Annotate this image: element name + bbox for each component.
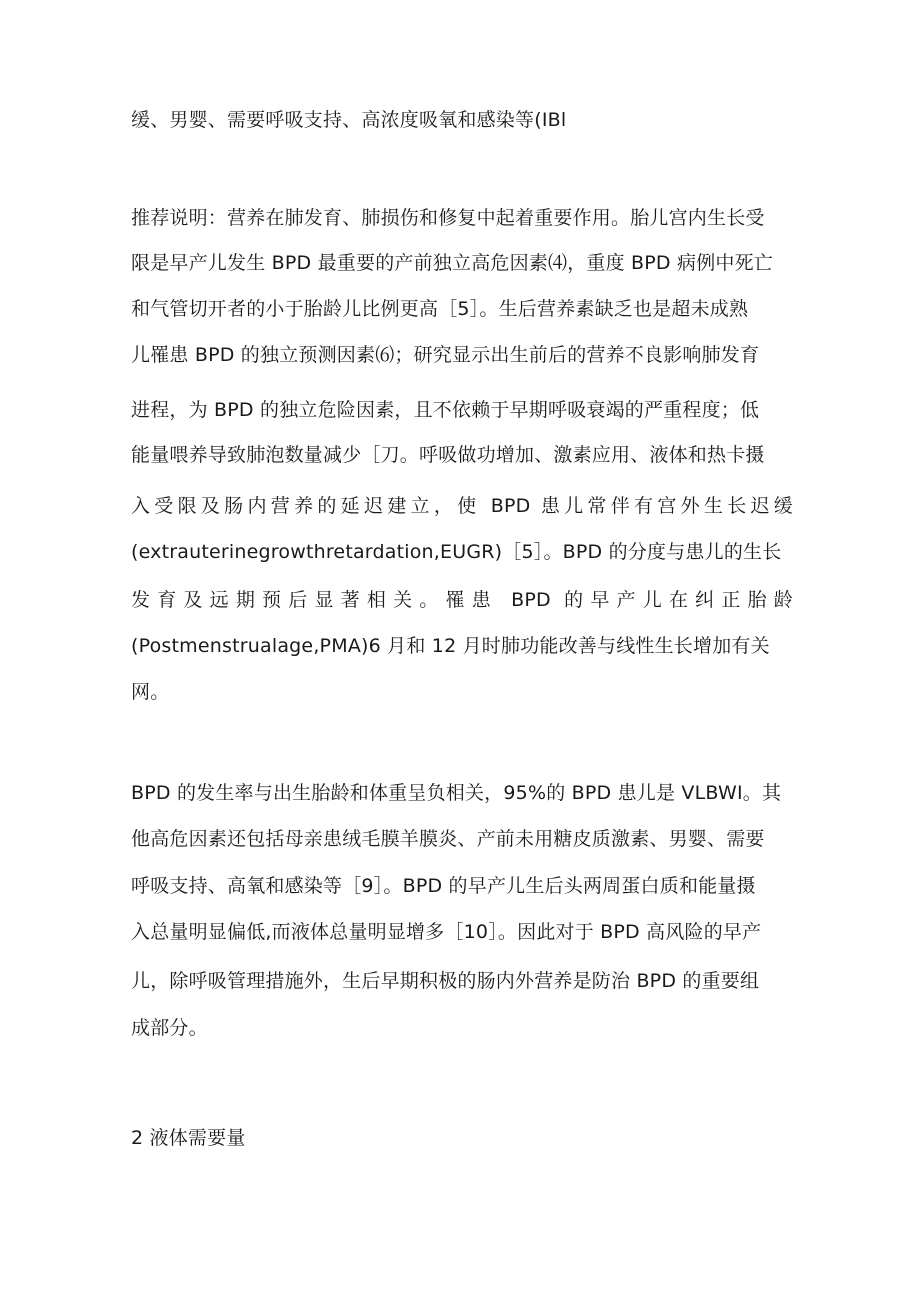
paragraph-line: 儿，除呼吸管理措施外，生后早期积极的肠内外营养是防治 BPD 的重要组	[131, 970, 760, 992]
intro-line: 缓、男婴、需要呼吸支持、高浓度吸氧和感染等(IBl	[131, 109, 567, 131]
paragraph-line: 入受限及肠内营养的延迟建立，使 BPD 患儿常伴有宫外生长迟缓	[131, 495, 793, 517]
paragraph-line: 能量喂养导致肺泡数量减少［刀。呼吸做功增加、激素应用、液体和热卡摄	[131, 444, 765, 466]
paragraph-line: 儿罹患 BPD 的独立预测因素⑹；研究显示出生前后的营养不良影响肺发育	[131, 344, 760, 366]
paragraph-line: 进程，为 BPD 的独立危险因素，且不依赖于早期呼吸衰竭的严重程度；低	[131, 399, 760, 421]
paragraph-line: (extrauterinegrowthretardation,EUGR)［5］。BPD 的分度与患儿的生长	[131, 541, 782, 563]
paragraph-line: BPD 的发生率与出生胎龄和体重呈负相关，95%的 BPD 患儿是 VLBWI。其	[131, 782, 782, 804]
paragraph-line: 发育及远期预后显著相关。罹患 BPD 的早产儿在纠正胎龄	[131, 589, 793, 611]
section-heading: 2 液体需要量	[131, 1127, 246, 1149]
paragraph-line: 成部分。	[131, 1017, 208, 1039]
paragraph-line: 呼吸支持、高氧和感染等［9］。BPD 的早产儿生后头两周蛋白质和能量摄	[131, 875, 756, 897]
paragraph-line: (Postmenstrualage,PMA)6 月和 12 月时肺功能改善与线性生长增加有关	[131, 635, 770, 657]
paragraph-line: 和气管切开者的小于胎龄儿比例更高［5］。生后营养素缺乏也是超未成熟	[131, 298, 749, 320]
paragraph-line: 他高危因素还包括母亲患绒毛膜羊膜炎、产前未用糖皮质激素、男婴、需要	[131, 828, 765, 850]
paragraph-line: 推荐说明：营养在肺发育、肺损伤和修复中起着重要作用。胎儿宫内生长受	[131, 207, 765, 229]
paragraph-line: 网。	[131, 681, 170, 703]
paragraph-line: 入总量明显偏低,而液体总量明显增多［10］。因此对于 BPD 高风险的早产	[131, 921, 762, 943]
paragraph-line: 限是早产儿发生 BPD 最重要的产前独立高危因素⑷，重度 BPD 病例中死亡	[131, 252, 774, 274]
